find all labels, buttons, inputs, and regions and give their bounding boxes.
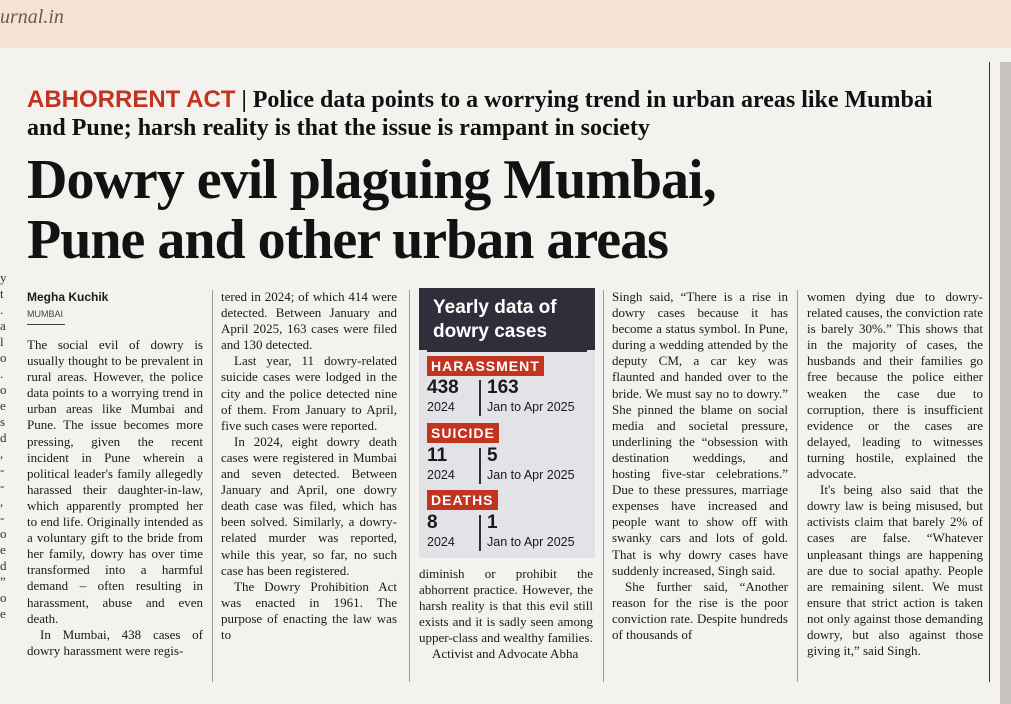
factbox-value: 438 [427,377,459,398]
kicker-separator: | [235,87,253,113]
paragraph: The Dowry Prohibition Act was enacted in 1961. The purpose of enacting the law was to [221,578,397,642]
right-border [989,62,990,682]
factbox-title-line-2: dowry cases [433,321,548,342]
factbox-label-suicide: SUICIDE [427,423,499,443]
site-name: urnal.in [0,6,64,28]
factbox-period: 2024 [427,468,455,482]
kicker-label: ABHORRENT ACT [27,86,236,113]
column-divider [409,290,410,682]
byline-rule [27,324,65,325]
column-5 [807,289,983,659]
adjacent-page-strip [1000,62,1011,704]
factbox-value: 1 [487,512,498,533]
column-divider [797,290,798,682]
top-banner [0,0,1011,48]
paragraph: women dying due to dowry-related causes, the conviction rate is barely 30%.” This shows that in the majority of cases, the husbands and their families go free because the police either weaken the case due to corruption, there is insufficient evidence or the cases are delayed, leading to witnesses turning hostile, explained the advocate. [807,289,983,482]
factbox-title [427,294,587,352]
factbox [419,288,595,558]
byline-city: MUMBAI [27,309,63,319]
kicker-text: Police data points to a worrying trend in urban areas like Mumbai and Pune; harsh reality is that the issue is rampant in society [27,87,933,141]
factbox-value: 163 [487,377,519,398]
column-divider [212,290,213,682]
paragraph: The social evil of dowry is usually thought to be prevalent in rural areas. However, the police data points to a worrying trend in urban areas like Mumbai and Pune. The issue becomes more pressing, given the recent incident in Pune wherein a political leader's family allegedly harassed their daughter-in-law, which apparently prompted her to end life. Originally intended as a voluntary gift to the bride from her family, dowry has over time transformed into a harmful demand – often resulting in harassment, abuse and even death. [27,337,203,626]
factbox-period: Jan to Apr 2025 [487,535,575,549]
factbox-divider [479,380,481,416]
kicker [27,86,977,142]
headline-line-2: Pune and other urban areas [27,209,668,271]
column-divider [603,290,604,682]
factbox-period: 2024 [427,400,455,414]
paragraph: She further said, “Another reason for the rise is the poor conviction rate. Despite hundreds of thousands of [612,578,788,642]
factbox-period: 2024 [427,535,455,549]
headline [27,150,987,270]
paragraph: It's being also said that the dowry law is being misused, but activists claim that barely 2% of cases are false. “Whatever unpleasant things are happening are due to social apathy. People are remaining silent. We must ensure that strict action is taken not only against those demanding dowry, but also against those giving it,” said Singh. [807,482,983,659]
paragraph: diminish or prohibit the abhorrent practice. However, the harsh reality is that this evil still exists and it is sadly seen among upper-class and wealthy families. [419,566,593,646]
paragraph: Last year, 11 dowry-related suicide cases were lodged in the city and the police detected nine of them. From January to April, five such cases were reported. [221,353,397,433]
factbox-period: Jan to Apr 2025 [487,468,575,482]
factbox-divider [479,448,481,484]
factbox-value: 5 [487,445,498,466]
left-edge-fragments: y t . a l o . o e s d , - - , - o e d ” o e [0,270,7,621]
factbox-title-line-1: Yearly data of [433,297,557,318]
factbox-label-deaths: DEATHS [427,490,498,510]
column-2 [221,289,397,643]
column-3 [419,566,593,663]
factbox-value: 11 [427,445,448,466]
factbox-value: 8 [427,512,438,533]
factbox-label-harassment: HARASSMENT [427,356,544,376]
headline-line-1: Dowry evil plaguing Mumbai, [27,149,716,211]
factbox-period: Jan to Apr 2025 [487,400,575,414]
column-1 [27,337,203,659]
paragraph: Activist and Advocate Abha [432,646,579,662]
byline-name: Megha Kuchik [27,290,109,304]
paragraph: In 2024, eight dowry death cases were registered in Mumbai and seven detected. Between January and April, one dowry death case was filed, which has been solved. Similarly, a dowry-related murder was reported, while this year, so far, no such case has been registered. [221,433,397,578]
paragraph: tered in 2024; of which 414 were detected. Between January and April 2025, 163 cases were filed and 130 detected. [221,289,397,353]
paragraph: Singh said, “There is a rise in dowry cases because it has become a status symbol. In Pune, during a wedding attended by the deputy CM, a car key was flaunted and handed over to the bride. We must say no to dowry.” She pinned the blame on social media and societal pressure, underlining the “obsession with destination weddings, and hosting five-star celebrations.” Due to these pressures, marriage expenses have increased and people want to show off with swanky cars and lots of gold. That is why dowry cases have suddenly increased, Singh said. [612,289,788,578]
factbox-divider [479,515,481,551]
paragraph: In Mumbai, 438 cases of dowry harassment were regis- [27,626,203,658]
column-4 [612,289,788,643]
